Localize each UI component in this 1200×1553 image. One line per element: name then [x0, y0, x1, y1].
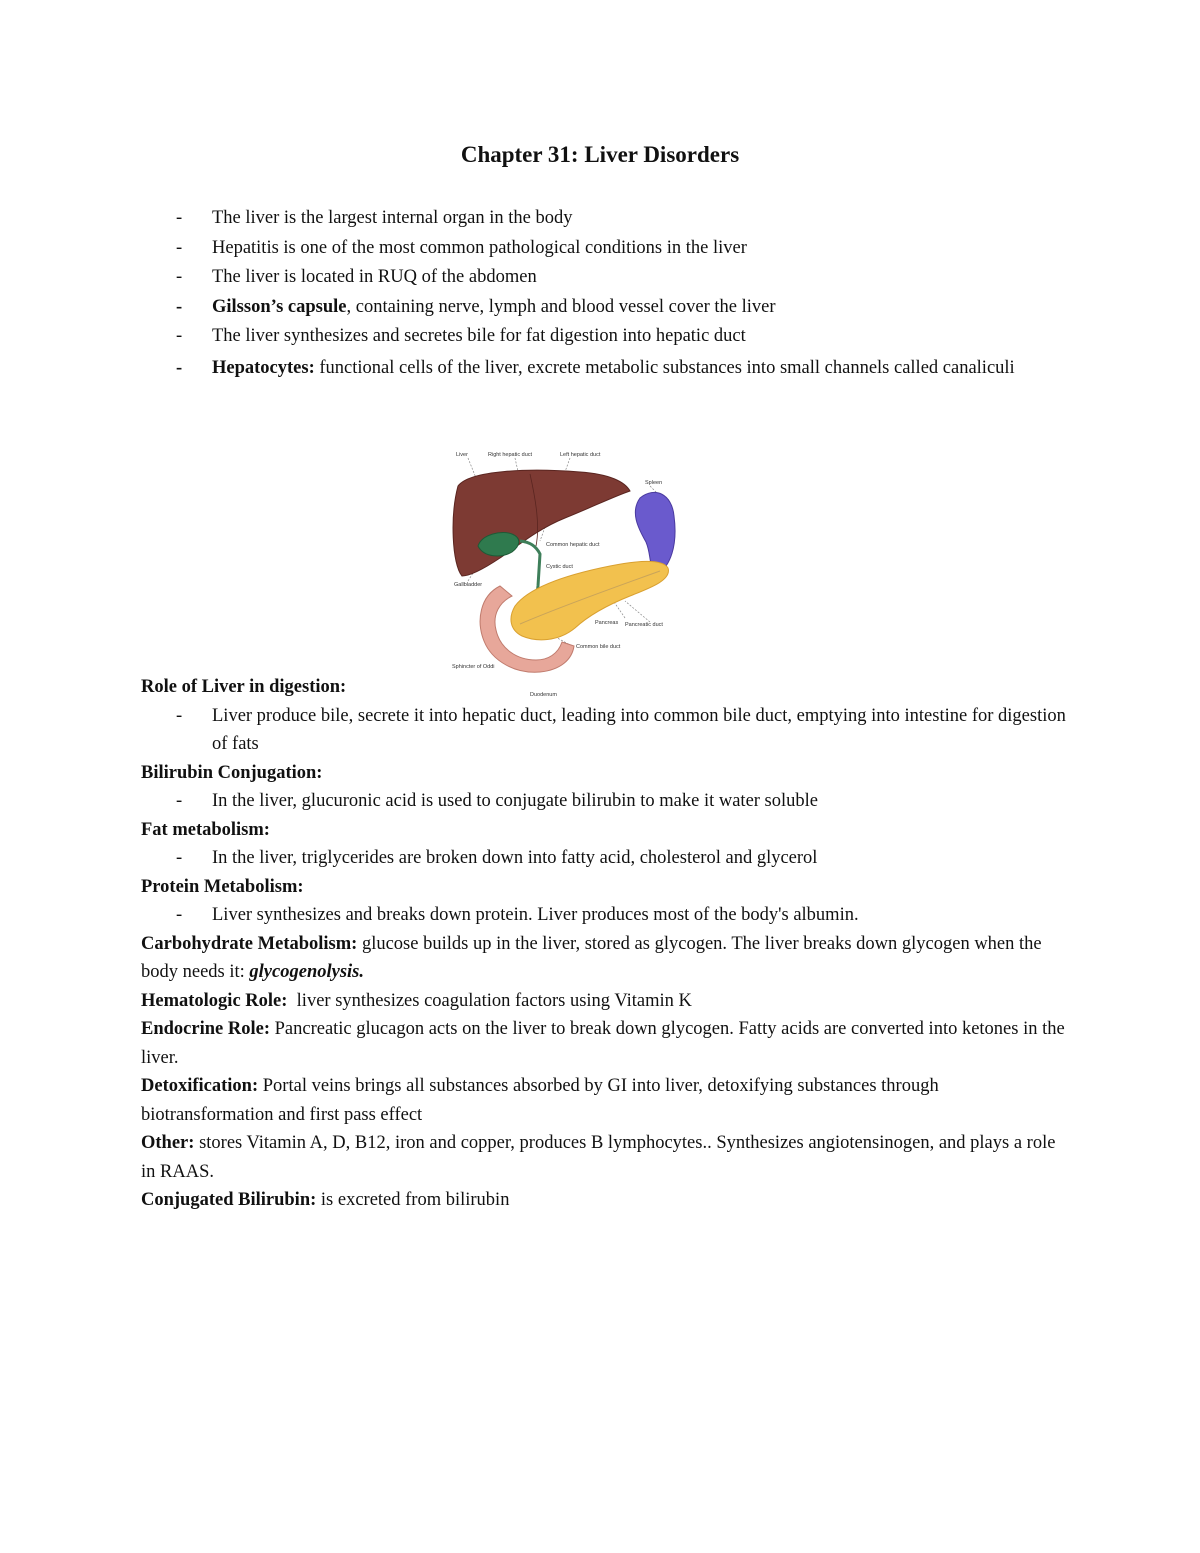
bullet-dash: -: [176, 705, 183, 726]
label-common-hepatic-duct: Common hepatic duct: [546, 542, 600, 548]
label-duodenum: Duodenum: [530, 692, 557, 698]
bullet-term: Hepatocytes:: [212, 357, 315, 378]
paragraph-label: Endocrine Role:: [141, 1019, 270, 1039]
label-sphincter: Sphincter of Oddi: [452, 664, 495, 670]
pancreas-shape: [511, 561, 669, 639]
paragraph-text: liver synthesizes coagulation factors using Vitamin K: [287, 990, 692, 1011]
bullet-text: Liver produce bile, secrete it into hepatic duct, leading into common bile duct, emptying into intestine for digestion of fats: [212, 705, 1066, 754]
bullet-text: The liver is located in RUQ of the abdomen: [212, 267, 537, 287]
paragraph-label: Hematologic Role:: [141, 990, 288, 1011]
label-gallbladder: Gallbladder: [454, 582, 483, 588]
bullet-text: functional cells of the liver, excrete metabolic substances into small channels called canaliculi: [314, 357, 1015, 378]
paragraph-text: is excreted from bilirubin: [316, 1190, 510, 1210]
paragraph-conjugated-bilirubin: [141, 1186, 1071, 1215]
label-spleen: Spleen: [645, 480, 663, 486]
liver-anatomy-illustration: [440, 446, 690, 701]
bullet-dash: -: [176, 791, 183, 811]
liver-anatomy-diagram: [440, 446, 690, 701]
paragraph-other: [141, 1129, 1071, 1186]
list-item: [141, 787, 1071, 816]
list-item: [170, 352, 1070, 385]
bullet-text: Liver synthesizes and breaks down protein. Liver produces most of the body's albumin.: [212, 905, 859, 925]
label-left-hepatic-duct: Left hepatic duct: [560, 452, 601, 458]
bullet-dash: -: [176, 237, 183, 258]
paragraph-label: Detoxification:: [141, 1076, 259, 1096]
paragraph-detoxification: [141, 1072, 1071, 1129]
list-item: [170, 263, 1070, 293]
section-heading-fat: Fat metabolism:: [141, 819, 270, 840]
label-pancreas: Pancreas: [595, 620, 619, 626]
list-item: [170, 204, 1070, 234]
paragraph-label: Conjugated Bilirubin:: [141, 1190, 317, 1210]
paragraph-label: Other:: [141, 1133, 195, 1153]
bullet-dash: -: [176, 357, 183, 378]
section-heading-protein: Protein Metabolism:: [141, 876, 304, 897]
liver-shape: [453, 470, 630, 576]
paragraph-hematologic: [141, 987, 1071, 1016]
liver-functions-section: [141, 673, 1071, 1215]
section-heading-role: Role of Liver in digestion:: [141, 677, 347, 697]
emphasis-term: glycogenolysis.: [249, 962, 364, 982]
list-item: [141, 901, 1071, 930]
paragraph-endocrine: [141, 1015, 1071, 1072]
bullet-text: The liver is the largest internal organ in the body: [212, 208, 573, 228]
bullet-text: In the liver, triglycerides are broken down into fatty acid, cholesterol and glycerol: [212, 848, 818, 868]
bullet-dash: -: [176, 267, 183, 287]
bullet-text: The liver synthesizes and secretes bile for fat digestion into hepatic duct: [212, 326, 746, 346]
bullet-text: In the liver, glucuronic acid is used to conjugate bilirubin to make it water soluble: [212, 791, 819, 811]
intro-bullet-list: [170, 204, 1070, 385]
bullet-text: , containing nerve, lymph and blood vessel cover the liver: [346, 296, 776, 317]
label-pancreatic-duct: Pancreatic duct: [625, 622, 663, 628]
bullet-text: Hepatitis is one of the most common pathological conditions in the liver: [212, 237, 747, 258]
list-item: [141, 702, 1071, 759]
list-item: [170, 293, 1070, 323]
paragraph-text: stores Vitamin A, D, B12, iron and copper, produces B lymphocytes.. Synthesizes angiotensinogen, and plays a role in RAAS.: [141, 1133, 1056, 1182]
bullet-dash: -: [176, 848, 183, 868]
list-item: [170, 322, 1070, 352]
bullet-dash: -: [176, 905, 183, 925]
bullet-term: Gilsson’s capsule: [212, 296, 347, 317]
bullet-dash: -: [176, 208, 183, 228]
paragraph-text: Pancreatic glucagon acts on the liver to break down glycogen. Fatty acids are converted into ketones in the liver.: [141, 1019, 1065, 1068]
paragraph-text: Portal veins brings all substances absorbed by GI into liver, detoxifying substances through biotransformation and first pass effect: [141, 1076, 939, 1125]
paragraph-text: glucose builds up in the liver, stored as glycogen. The liver breaks down glycogen when the body needs it:: [141, 933, 1042, 982]
bullet-dash: -: [176, 296, 183, 317]
label-liver: Liver: [456, 452, 468, 458]
label-common-bile-duct: Common bile duct: [576, 644, 621, 650]
list-item: [141, 844, 1071, 873]
bullet-dash: -: [176, 326, 183, 346]
label-right-hepatic-duct: Right hepatic duct: [488, 452, 533, 458]
list-item: [170, 234, 1070, 264]
paragraph-label: Carbohydrate Metabolism:: [141, 933, 358, 954]
label-cystic-duct: Cystic duct: [546, 564, 573, 570]
page-title: Chapter 31: Liver Disorders: [460, 142, 740, 167]
section-heading-bilirubin: Bilirubin Conjugation:: [141, 762, 323, 783]
paragraph-carbohydrate: [141, 930, 1071, 987]
